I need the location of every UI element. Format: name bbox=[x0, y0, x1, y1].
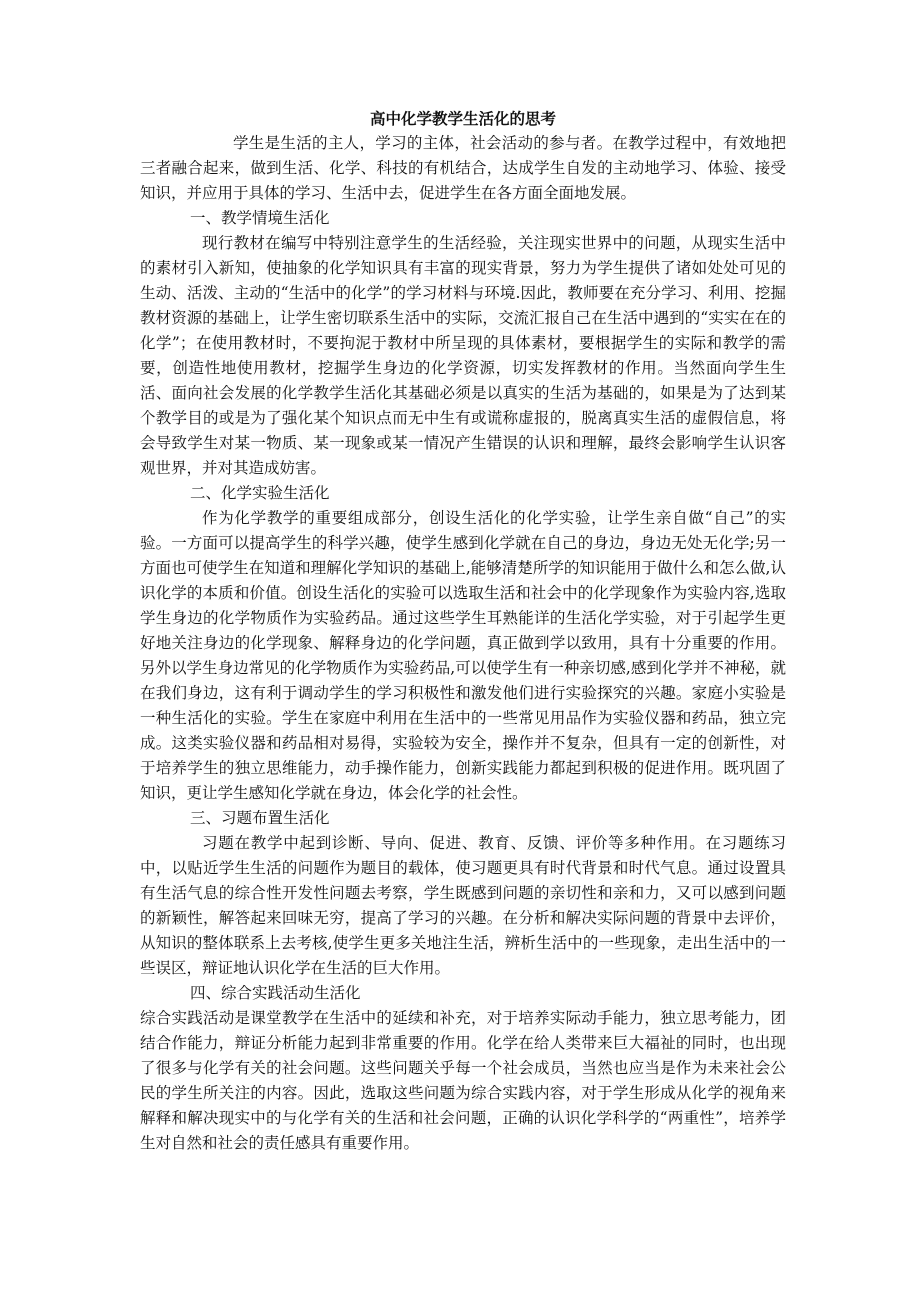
section-heading-4: 四、综合实践活动生活化 bbox=[190, 984, 361, 1002]
section-heading-2: 二、化学实验生活化 bbox=[190, 484, 330, 502]
intro-paragraph: 学生是生活的主人，学习的主体，社会活动的参与者。在教学过程中，有效地把三者融合起来，做到生活、化学、科技的有机结合，达成学生自发的主动地学习、体验、接受知识，并应用于具体的学习、生活中去，促进学生在各方面全面地发展。 bbox=[140, 134, 786, 202]
section-heading-3: 三、习题布置生活化 bbox=[190, 809, 330, 827]
section-body-1: 现行教材在编写中特别注意学生的生活经验，关注现实世界中的问题，从现实生活中的素材引入新知，使抽象的化学知识具有丰富的现实背景，努力为学生提供了诸如处处可见的生动、活泼、主动的“生活中的化学”的学习材料与环境.因此，教师要在充分学习、利用、挖掘教材资源的基础上，让学生密切联系生活中的实际，交流汇报自己在生活中遇到的“实实在在的化学”；在使用教材时，不要拘泥于教材中所呈现的具体素材，要根据学生的实际和教学的需要，创造性地使用教材，挖掘学生身边的化学资源，切实发挥教材的作用。当然面向学生生活、面向社会发展的化学教学生活化其基础必须是以真实的生活为基础的，如果是为了达到某个教学目的或是为了强化某个知识点而无中生有或谎称虚报的，脱离真实生活的虚假信息，将会导致学生对某一物质、某一现象或某一情况产生错误的认识和理解，最终会影响学生认识客观世界，并对其造成妨害。 bbox=[140, 234, 786, 477]
section-body-2: 作为化学教学的重要组成部分，创设生活化的化学实验，让学生亲自做“自己”的实验。一方面可以提高学生的科学兴趣，使学生感到化学就在自己的身边，身边无处无化学;另一方面也可使学生在知道和理解化学知识的基础上,能够清楚所学的知识能用于做什么和怎么做,认识化学的本质和价值。创设生活化的实验可以选取生活和社会中的化学现象作为实验内容,选取学生身边的化学物质作为实验药品。通过这些学生耳熟能详的生活化学实验，对于引起学生更好地关注身边的化学现象、解释身边的化学问题，真正做到学以致用，具有十分重要的作用。另外以学生身边常见的化学物质作为实验药品,可以使学生有一种亲切感,感到化学并不神秘，就在我们身边，这有利于调动学生的学习积极性和激发他们进行实验探究的兴趣。家庭小实验是一种生活化的实验。学生在家庭中利用在生活中的一些常见用品作为实验仪器和药品，独立完成。这类实验仪器和药品相对易得，实验较为安全，操作并不复杂，但具有一定的创新性，对于培养学生的独立思维能力，动手操作能力，创新实践能力都起到积极的促进作用。既巩固了知识，更让学生感知化学就在身边，体会化学的社会性。 bbox=[140, 509, 786, 802]
section-heading-1: 一、教学情境生活化 bbox=[190, 209, 330, 227]
document-content bbox=[140, 106, 786, 1156]
section-body-3: 习题在教学中起到诊断、导向、促进、教育、反馈、评价等多种作用。在习题练习中，以贴近学生生活的问题作为题目的载体，使习题更具有时代背景和时代气息。通过设置具有生活气息的综合性开发性问题去考察，学生既感到问题的亲切性和亲和力，又可以感到问题的新颖性，解答起来回味无穷，提高了学习的兴趣。在分析和解决实际问题的背景中去评价，从知识的整体联系上去考核,使学生更多关地注生活，辨析生活中的一些现象，走出生活中的一些误区，辩证地认识化学在生活的巨大作用。 bbox=[140, 834, 786, 977]
section-body-4: 综合实践活动是课堂教学在生活中的延续和补充，对于培养实际动手能力，独立思考能力，团结合作能力，辩证分析能力起到非常重要的作用。化学在给人类带来巨大福祉的同时，也出现了很多与化学有关的社会问题。这些问题关乎每一个社会成员，当然也应当是作为未来社会公民的学生所关注的内容。因此，选取这些问题为综合实践内容，对于学生形成从化学的视角来解释和解决现实中的与化学有关的生活和社会问题，正确的认识化学科学的“两重性”，培养学生对自然和社会的责任感具有重要作用。 bbox=[140, 1009, 786, 1152]
document-title: 高中化学教学生活化的思考 bbox=[369, 109, 556, 128]
